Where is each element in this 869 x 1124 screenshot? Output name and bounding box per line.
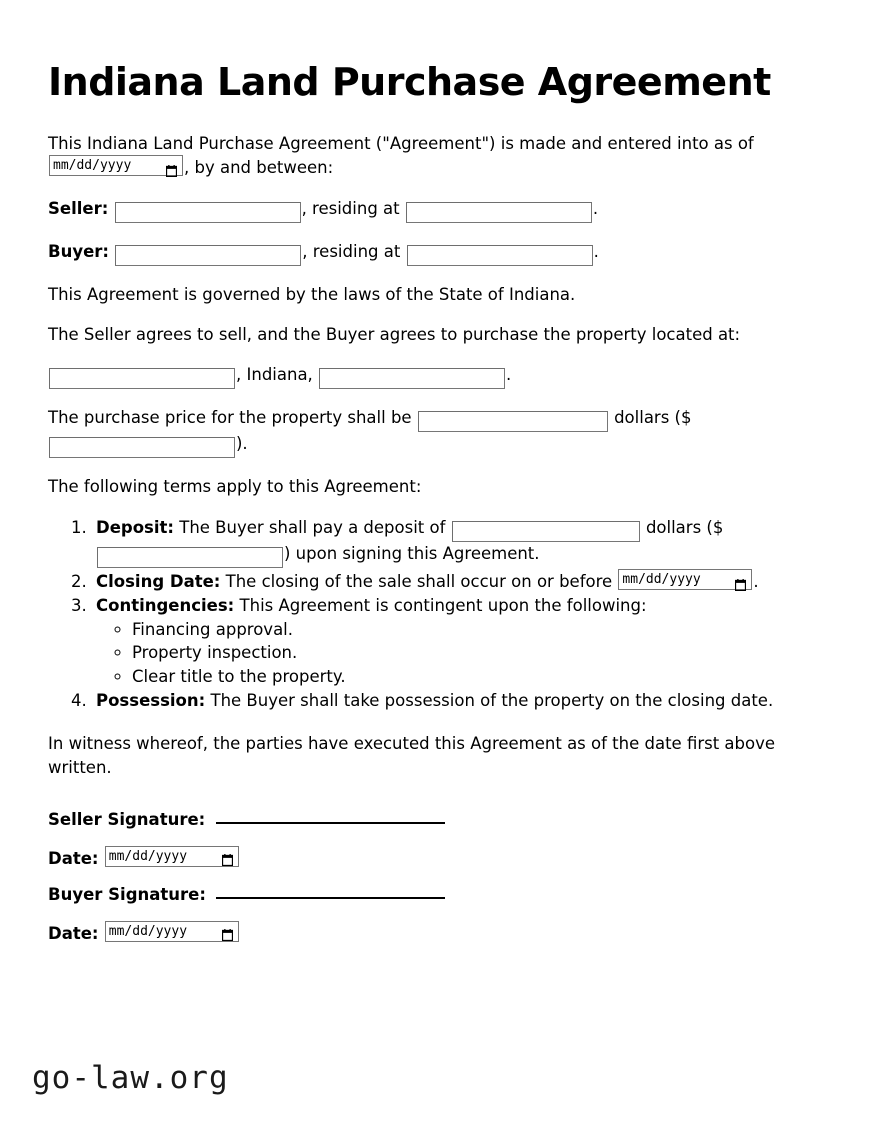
- property-state-text: , Indiana,: [236, 365, 313, 385]
- seller-name-input[interactable]: [115, 202, 301, 223]
- closing-date-label: Closing Date:: [96, 571, 221, 591]
- buyer-date-input[interactable]: [105, 921, 239, 942]
- buyer-signature-row: [48, 885, 801, 904]
- term-item-possession: [92, 689, 801, 712]
- calendar-icon[interactable]: [222, 926, 233, 938]
- seller-signature-label: Seller Signature:: [48, 810, 206, 830]
- buyer-label: Buyer:: [48, 241, 110, 261]
- property-period: .: [506, 365, 512, 385]
- calendar-icon[interactable]: [166, 160, 177, 172]
- deposit-numeric-input[interactable]: [97, 547, 283, 568]
- list-item: ◦ Property inspection.: [132, 641, 801, 664]
- closing-date-text-before: The closing of the sale shall occur on or before: [225, 571, 613, 591]
- seller-date-row: [48, 846, 801, 868]
- signature-spacer: [48, 796, 801, 810]
- calendar-icon[interactable]: [222, 851, 233, 863]
- contingencies-label: Contingencies:: [96, 596, 235, 616]
- contingencies-text-before: This Agreement is contingent upon the following:: [239, 596, 647, 616]
- price-text-before: The purchase price for the property shall be: [48, 408, 412, 428]
- governing-law-paragraph: This Agreement is governed by the laws of the State of Indiana.: [48, 284, 576, 304]
- page-title: Indiana Land Purchase Agreement: [48, 60, 771, 104]
- agreement-date-input[interactable]: [49, 155, 183, 176]
- deposit-words-input[interactable]: [452, 521, 640, 542]
- purchase-price-row: [48, 406, 801, 458]
- price-text-middle: dollars ($: [614, 408, 692, 428]
- property-location-row: [48, 363, 801, 389]
- agreement-date-placeholder: mm/dd/yyyy: [53, 158, 132, 174]
- deposit-text-middle: dollars ($: [645, 517, 724, 537]
- buyer-date-placeholder: mm/dd/yyyy: [108, 924, 188, 940]
- buyer-period: .: [593, 241, 599, 261]
- seller-signature-row: [48, 810, 801, 829]
- list-item: ◦ Financing approval.: [132, 618, 801, 641]
- possession-label: Possession:: [96, 691, 206, 711]
- closing-date-input[interactable]: [618, 569, 752, 590]
- term-item-deposit: [92, 516, 801, 568]
- seller-date-placeholder: mm/dd/yyyy: [108, 849, 188, 865]
- property-zip-input[interactable]: [319, 368, 505, 389]
- seller-date-input[interactable]: [105, 846, 239, 867]
- term-item-closing-date: [92, 569, 801, 593]
- intro-paragraph: [48, 132, 801, 180]
- buyer-name-input[interactable]: [115, 245, 301, 266]
- buyer-signature-line[interactable]: [216, 886, 445, 899]
- seller-label: Seller:: [48, 198, 109, 218]
- terms-list: [48, 516, 801, 713]
- site-watermark: go-law.org: [32, 1060, 229, 1096]
- price-text-after: ).: [236, 434, 248, 454]
- calendar-icon[interactable]: [735, 574, 746, 586]
- seller-date-label: Date:: [48, 849, 99, 869]
- buyer-date-label: Date:: [48, 924, 99, 944]
- seller-signature-line[interactable]: [216, 811, 445, 824]
- seller-row: [48, 197, 801, 223]
- term-item-contingencies: [92, 594, 801, 688]
- seller-address-input[interactable]: [406, 202, 592, 223]
- deposit-text-before: The Buyer shall pay a deposit of: [179, 517, 446, 537]
- buyer-residing-text: , residing at: [302, 241, 401, 261]
- deposit-text-after: ) upon signing this Agreement.: [284, 543, 540, 563]
- possession-text: The Buyer shall take possession of the property on the closing date.: [210, 691, 774, 711]
- price-numeric-input[interactable]: [49, 437, 235, 458]
- seller-residing-text: , residing at: [301, 198, 400, 218]
- deposit-label: Deposit:: [96, 517, 174, 537]
- buyer-address-input[interactable]: [407, 245, 593, 266]
- terms-lead-paragraph: The following terms apply to this Agreement:: [48, 477, 422, 497]
- price-words-input[interactable]: [418, 411, 608, 432]
- buyer-row: [48, 240, 801, 266]
- intro-text-after-date: , by and between:: [184, 158, 334, 178]
- list-item: ◦ Clear title to the property.: [132, 665, 801, 688]
- closing-date-placeholder: mm/dd/yyyy: [622, 571, 701, 587]
- seller-period: .: [592, 198, 599, 218]
- buyer-date-row: [48, 921, 801, 943]
- property-lead-paragraph: The Seller agrees to sell, and the Buyer agrees to purchase the property located at:: [48, 325, 741, 345]
- closing-date-text-after: .: [753, 571, 759, 591]
- property-city-input[interactable]: [49, 368, 235, 389]
- witness-paragraph: In witness whereof, the parties have executed this Agreement as of the date first above written.: [48, 734, 776, 777]
- intro-text-before-date: This Indiana Land Purchase Agreement ("Agreement") is made and entered into as of: [48, 133, 754, 153]
- contingencies-sublist: [96, 618, 801, 688]
- buyer-signature-label: Buyer Signature:: [48, 885, 206, 905]
